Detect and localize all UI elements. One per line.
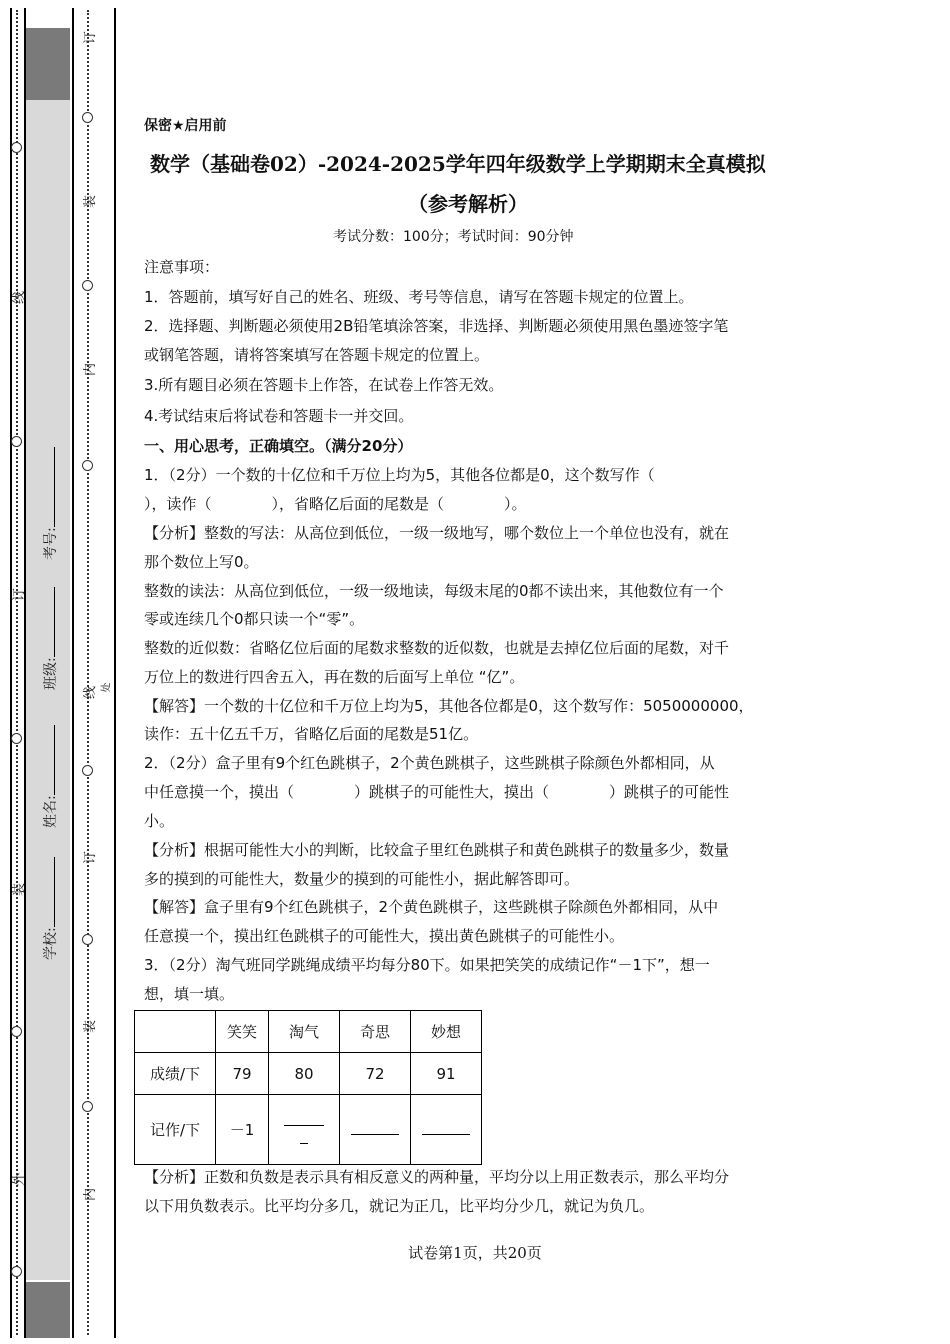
- binding-strip-fill: [26, 100, 70, 1280]
- binding-dark-block-top: [26, 28, 70, 100]
- page-title: 数学（基础卷02）-2024-2025学年四年级数学上学期期末全真模拟: [150, 152, 766, 176]
- exam-no-field[interactable]: 考号:: [40, 447, 60, 560]
- table-header: 妙想: [411, 1011, 482, 1053]
- inner-char: 订: [83, 850, 99, 865]
- table-row: [135, 1095, 482, 1165]
- table-header: 笑笑: [216, 1011, 269, 1053]
- page-subtitle: （参考解析）: [408, 192, 528, 216]
- school-field[interactable]: 学校:: [40, 857, 60, 960]
- q2-line: 小。: [144, 812, 175, 830]
- row-label: 记作/下: [135, 1095, 216, 1165]
- hole-circle: [82, 934, 93, 945]
- notice-item: 2．选择题、判断题必须使用2B铅笔填涂答案，非选择、判断题必须使用黑色墨迹签字笔: [144, 317, 729, 335]
- q2-line: 2．（2分）盒子里有9个红色跳棋子，2个黄色跳棋子，这些跳棋子除颜色外都相同，从: [144, 754, 715, 772]
- table-cell: －1: [216, 1095, 269, 1165]
- name-field[interactable]: 姓名:: [40, 725, 60, 828]
- hole-circle: [11, 1026, 22, 1037]
- page-footer: 试卷第1页，共20页: [408, 1244, 542, 1262]
- table-cell: 80: [269, 1053, 340, 1095]
- q1-analysis-line: 那个数位上写0。: [144, 553, 259, 571]
- q1-line: 1．（2分）一个数的十亿位和千万位上均为5，其他各位都是0，这个数写作（: [144, 466, 655, 484]
- outer-cut-line: [16, 10, 18, 1335]
- table-cell: 72: [340, 1053, 411, 1095]
- hole-circle: [82, 112, 93, 123]
- notice-item: 3.所有题目必须在答题卡上作答，在试卷上作答无效。: [144, 376, 504, 394]
- q1-analysis-line: 整数的近似数：省略亿位后面的尾数求整数的近似数，也就是去掉亿位后面的尾数，对千: [144, 639, 730, 657]
- inner-cut-line: [87, 10, 89, 1335]
- side-note: 处: [101, 682, 113, 693]
- inner-char: 内: [83, 362, 99, 377]
- q1-analysis-line: 整数的读法：从高位到低位，一级一级地读，每级末尾的0都不读出来，其他数位有一个: [144, 582, 724, 600]
- q1-analysis-line: 【分析】整数的写法：从高位到低位，一级一级地写，哪个数位上一个单位也没有，就在: [144, 524, 730, 542]
- answer-blank[interactable]: [340, 1095, 411, 1165]
- score-table: [134, 1010, 482, 1165]
- answer-blank[interactable]: [411, 1095, 482, 1165]
- q1-answer-line: 读作：五十亿五千万，省略亿后面的尾数是51亿。: [144, 725, 479, 743]
- q3-analysis-line: 以下用负数表示。比平均分多几，就记为正几，比平均分少几，就记为负几。: [144, 1197, 655, 1215]
- notice-item: 1．答题前，填写好自己的姓名、班级、考号等信息，请写在答题卡规定的位置上。: [144, 288, 694, 306]
- hole-circle: [11, 733, 22, 744]
- q1-analysis-line: 零或连续几个0都只读一个“零”。: [144, 610, 365, 628]
- q2-answer-line: 任意摸一个，摸出红色跳棋子的可能性大，摸出黄色跳棋子的可能性小。: [144, 927, 625, 945]
- outer-char: 订: [12, 587, 28, 602]
- q2-answer-line: 【解答】盒子里有9个红色跳棋子，2个黄色跳棋子，这些跳棋子除颜色外都相同，从中: [144, 898, 719, 916]
- q3-line: 3．（2分）淘气班同学跳绳成绩平均每分80下。如果把笑笑的成绩记作“－1下”，想一: [144, 956, 710, 974]
- table-row: [135, 1011, 482, 1053]
- table-cell: 79: [216, 1053, 269, 1095]
- q3-analysis-line: 【分析】正数和负数是表示具有相反意义的两种量，平均分以上用正数表示，那么平均分: [144, 1168, 730, 1186]
- table-cell: [135, 1011, 216, 1053]
- section-heading: 一、用心思考，正确填空。（满分20分）: [144, 437, 413, 455]
- q2-line: 中任意摸一个，摸出（ ）跳棋子的可能性大，摸出（ ）跳棋子的可能性: [144, 783, 730, 801]
- binding-dark-block-bottom: [26, 1282, 70, 1338]
- hole-circle: [82, 280, 93, 291]
- binding-margin: [0, 0, 114, 1344]
- table-row: [135, 1053, 482, 1095]
- notice-item: 4.考试结束后将试卷和答题卡一并交回。: [144, 407, 414, 425]
- notice-item: 或钢笔答题，请将答案填写在答题卡规定的位置上。: [144, 346, 490, 364]
- secret-label: 保密★启用前: [144, 118, 227, 134]
- q2-analysis-line: 【分析】根据可能性大小的判断，比较盒子里红色跳棋子和黄色跳棋子的数量多少，数量: [144, 841, 730, 859]
- notice-heading: 注意事项：: [144, 258, 220, 276]
- q3-line: 想，填一填。: [144, 985, 235, 1003]
- table-cell: 91: [411, 1053, 482, 1095]
- outer-char: 线: [12, 290, 28, 305]
- hole-circle: [82, 1101, 93, 1112]
- hole-circle: [11, 436, 22, 447]
- outer-char: 装: [12, 882, 28, 897]
- q1-answer-line: 【解答】一个数的十亿位和千万位上均为5，其他各位都是0，这个数写作：5050000000，: [144, 697, 754, 715]
- inner-char: 订: [83, 30, 99, 45]
- table-header: 淘气: [269, 1011, 340, 1053]
- hole-circle: [82, 765, 93, 776]
- q1-line: ），读作（ ），省略亿后面的尾数是（ ）。: [144, 495, 527, 513]
- q1-analysis-line: 万位上的数进行四舍五入，再在数的后面写上单位 “亿”。: [144, 668, 525, 686]
- row-label: 成绩/下: [135, 1053, 216, 1095]
- inner-char: 线: [83, 685, 99, 700]
- hole-circle: [11, 1266, 22, 1277]
- outer-char: 外: [12, 1172, 28, 1187]
- answer-blank[interactable]: [269, 1095, 340, 1165]
- exam-info: 考试分数：100分；考试时间：90分钟: [333, 229, 574, 245]
- inner-char: 装: [83, 1019, 99, 1034]
- table-header: 奇思: [340, 1011, 411, 1053]
- inner-char: 内: [83, 1187, 99, 1202]
- hole-circle: [82, 460, 93, 471]
- q2-analysis-line: 多的摸到的可能性大，数量少的摸到的可能性小，据此解答即可。: [144, 870, 580, 888]
- class-field[interactable]: 班级:: [40, 587, 60, 690]
- inner-char: 装: [83, 194, 99, 209]
- hole-circle: [11, 142, 22, 153]
